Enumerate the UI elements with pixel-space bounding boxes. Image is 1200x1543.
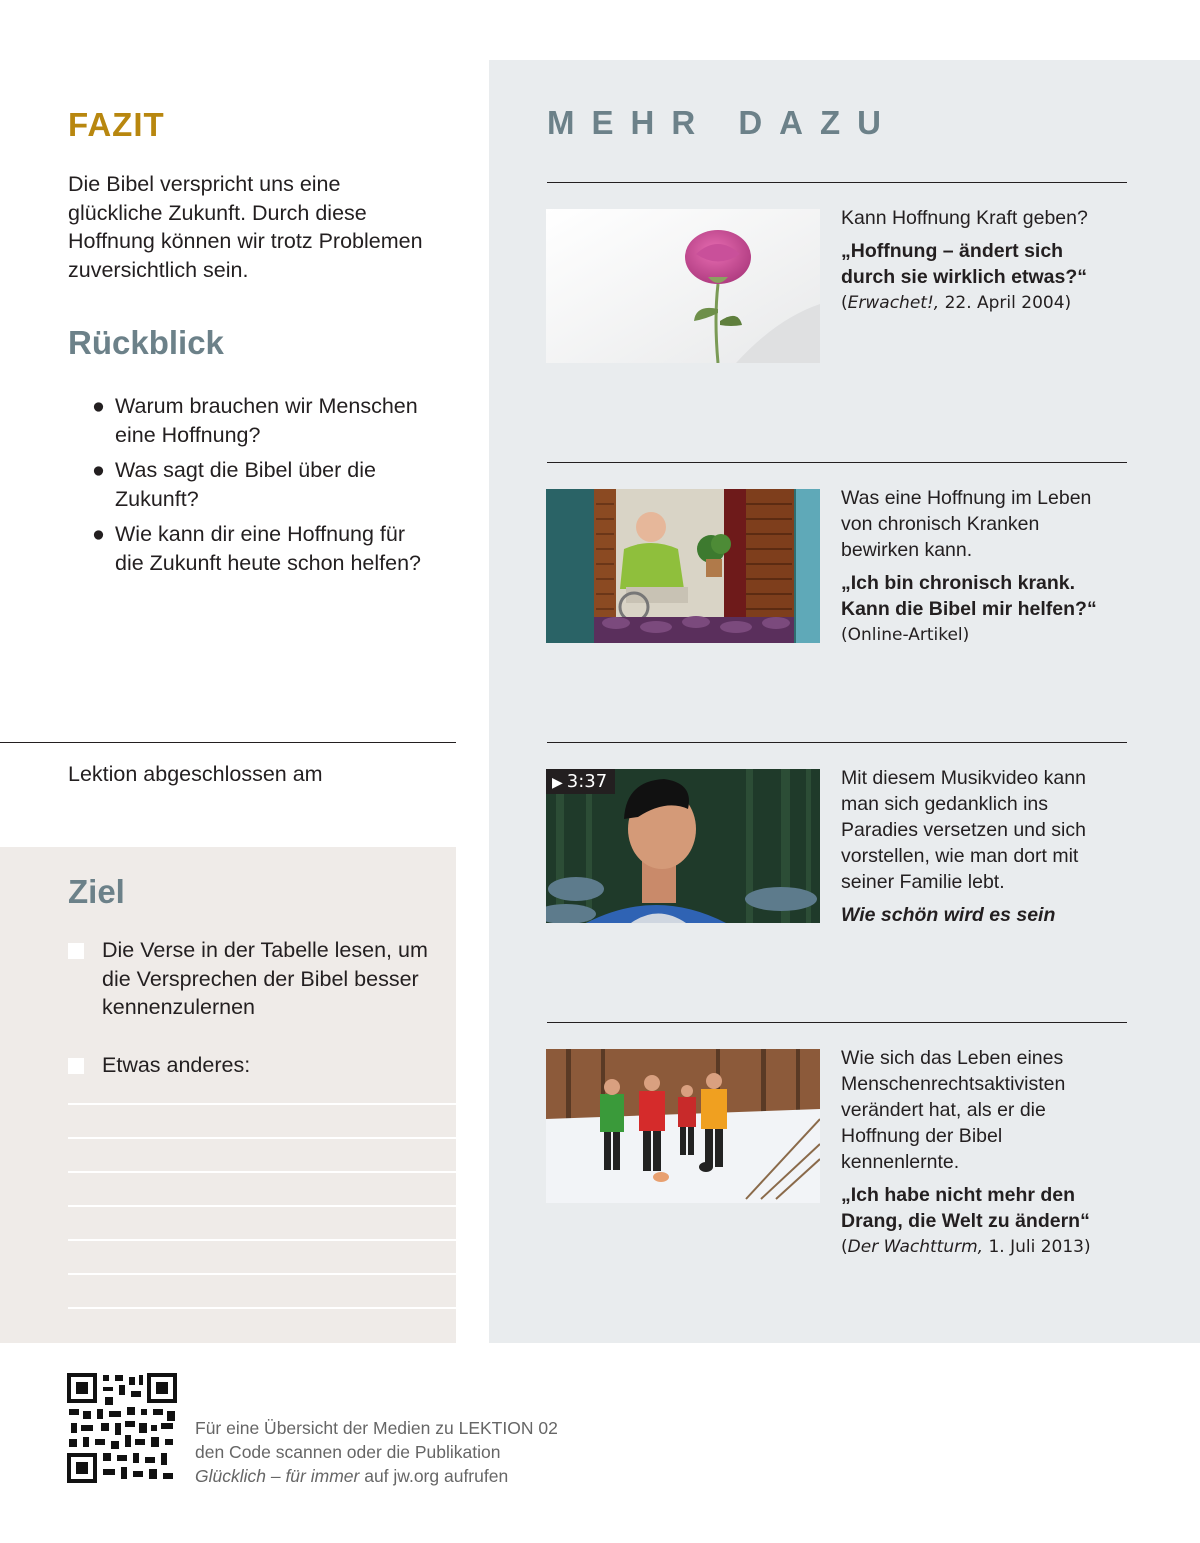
source-date: 1. Juli 2013) (983, 1237, 1091, 1257)
resource-title-link[interactable]: „Ich habe nicht mehr den Drang, die Welt zu ändern“ (841, 1184, 1090, 1232)
resource-item-3 (841, 765, 1121, 928)
ziel-option-verses[interactable] (68, 936, 438, 1022)
mehr-dazu-panel (489, 60, 1200, 1343)
resource-source: (Online-Artikel) (841, 625, 970, 645)
bullet-icon: ● (92, 458, 105, 482)
ziel-section (0, 847, 456, 1343)
source-date: 22. April 2004) (939, 293, 1072, 313)
ziel-option-other[interactable] (68, 1051, 438, 1080)
resource-item-1 (841, 205, 1121, 316)
bullet-icon: ● (92, 522, 105, 546)
divider (547, 462, 1127, 463)
video-duration: 3:37 (566, 771, 608, 792)
video-duration-badge (546, 769, 615, 794)
footer-line-rest: auf jw.org aufrufen (359, 1466, 509, 1486)
lektion-completed-label: Lektion abgeschlossen am (68, 762, 323, 786)
video-title-link[interactable]: Wie schön wird es sein (841, 904, 1056, 926)
rueckblick-list (92, 392, 422, 584)
write-in-line[interactable] (68, 1307, 456, 1309)
write-in-line[interactable] (68, 1205, 456, 1207)
fazit-text: Die Bibel verspricht uns eine glückliche Zukunft. Durch diese Hoffnung können wir trotz Problemen zuversichtlich sein. (68, 172, 423, 282)
resource-title-link[interactable]: „Hoffnung – ändert sich durch sie wirklich etwas?“ (841, 240, 1087, 288)
footer-line: Für eine Übersicht der Medien zu LEKTION 02 (195, 1418, 558, 1438)
resource-title-link[interactable]: „Ich bin chronisch krank. Kann die Bibel mir helfen?“ (841, 572, 1097, 620)
resource-item-2 (841, 485, 1121, 648)
resource-item-4 (841, 1045, 1121, 1260)
divider (547, 742, 1127, 743)
qr-code-icon[interactable] (67, 1373, 177, 1483)
divider (0, 742, 456, 743)
fazit-heading: FAZIT (68, 106, 165, 143)
resource-description: Wie sich das Leben eines Menschenrechtsaktivisten verändert hat, als er die Hoffnung der Bibel kennenlernte. (841, 1047, 1066, 1173)
write-in-line[interactable] (68, 1171, 456, 1173)
footer-line (195, 1464, 558, 1488)
flower-image (546, 209, 820, 363)
footer-publication-link[interactable]: Glücklich – für immer (195, 1466, 360, 1486)
snow-walk-thumbnail[interactable] (546, 1049, 820, 1203)
flower-thumbnail[interactable] (546, 209, 820, 363)
man-in-wheelchair-image (546, 489, 820, 643)
list-item (92, 456, 422, 513)
bullet-icon: ● (92, 394, 105, 418)
footer-note (195, 1416, 558, 1488)
rueckblick-question: Was sagt die Bibel über die Zukunft? (115, 458, 376, 511)
family-walking-in-snow-image (546, 1049, 820, 1203)
play-icon: ▶ (552, 775, 563, 791)
rueckblick-question: Warum brauchen wir Menschen eine Hoffnung? (115, 394, 418, 447)
checkbox[interactable] (68, 943, 84, 959)
source-publication: Erwachet!, (847, 293, 940, 313)
ziel-option-label: Etwas anderes: (102, 1053, 251, 1077)
list-item (92, 520, 422, 577)
video-thumbnail[interactable] (546, 769, 820, 923)
ziel-heading: Ziel (68, 873, 125, 910)
resource-source (841, 290, 1121, 316)
write-in-line[interactable] (68, 1137, 456, 1139)
write-in-line[interactable] (68, 1239, 456, 1241)
ziel-option-label: Die Verse in der Tabelle lesen, um die Versprechen der Bibel besser kennenzulernen (102, 938, 428, 1019)
checkbox[interactable] (68, 1058, 84, 1074)
divider (547, 182, 1127, 183)
wheelchair-thumbnail[interactable] (546, 489, 820, 643)
write-in-line[interactable] (68, 1103, 456, 1105)
divider (547, 1022, 1127, 1023)
resource-description: Kann Hoffnung Kraft geben? (841, 207, 1088, 229)
source-open: ( (841, 293, 848, 313)
resource-description: Mit diesem Musikvideo kann man sich gedanklich ins Paradies versetzen und sich vorstellen, wie man dort mit seiner Familie lebt. (841, 767, 1086, 893)
rueckblick-heading: Rückblick (68, 324, 224, 361)
rueckblick-question: Wie kann dir eine Hoffnung für die Zukunft heute schon helfen? (115, 522, 421, 575)
mehr-dazu-heading: MEHR DAZU (547, 104, 898, 141)
resource-description: Was eine Hoffnung im Leben von chronisch Kranken bewirken kann. (841, 487, 1092, 561)
write-in-line[interactable] (68, 1273, 456, 1275)
footer-line: den Code scannen oder die Publikation (195, 1442, 501, 1462)
resource-source (841, 1234, 1121, 1260)
list-item (92, 392, 422, 449)
source-publication: Der Wachtturm, (847, 1237, 984, 1257)
source-open: ( (841, 1237, 848, 1257)
